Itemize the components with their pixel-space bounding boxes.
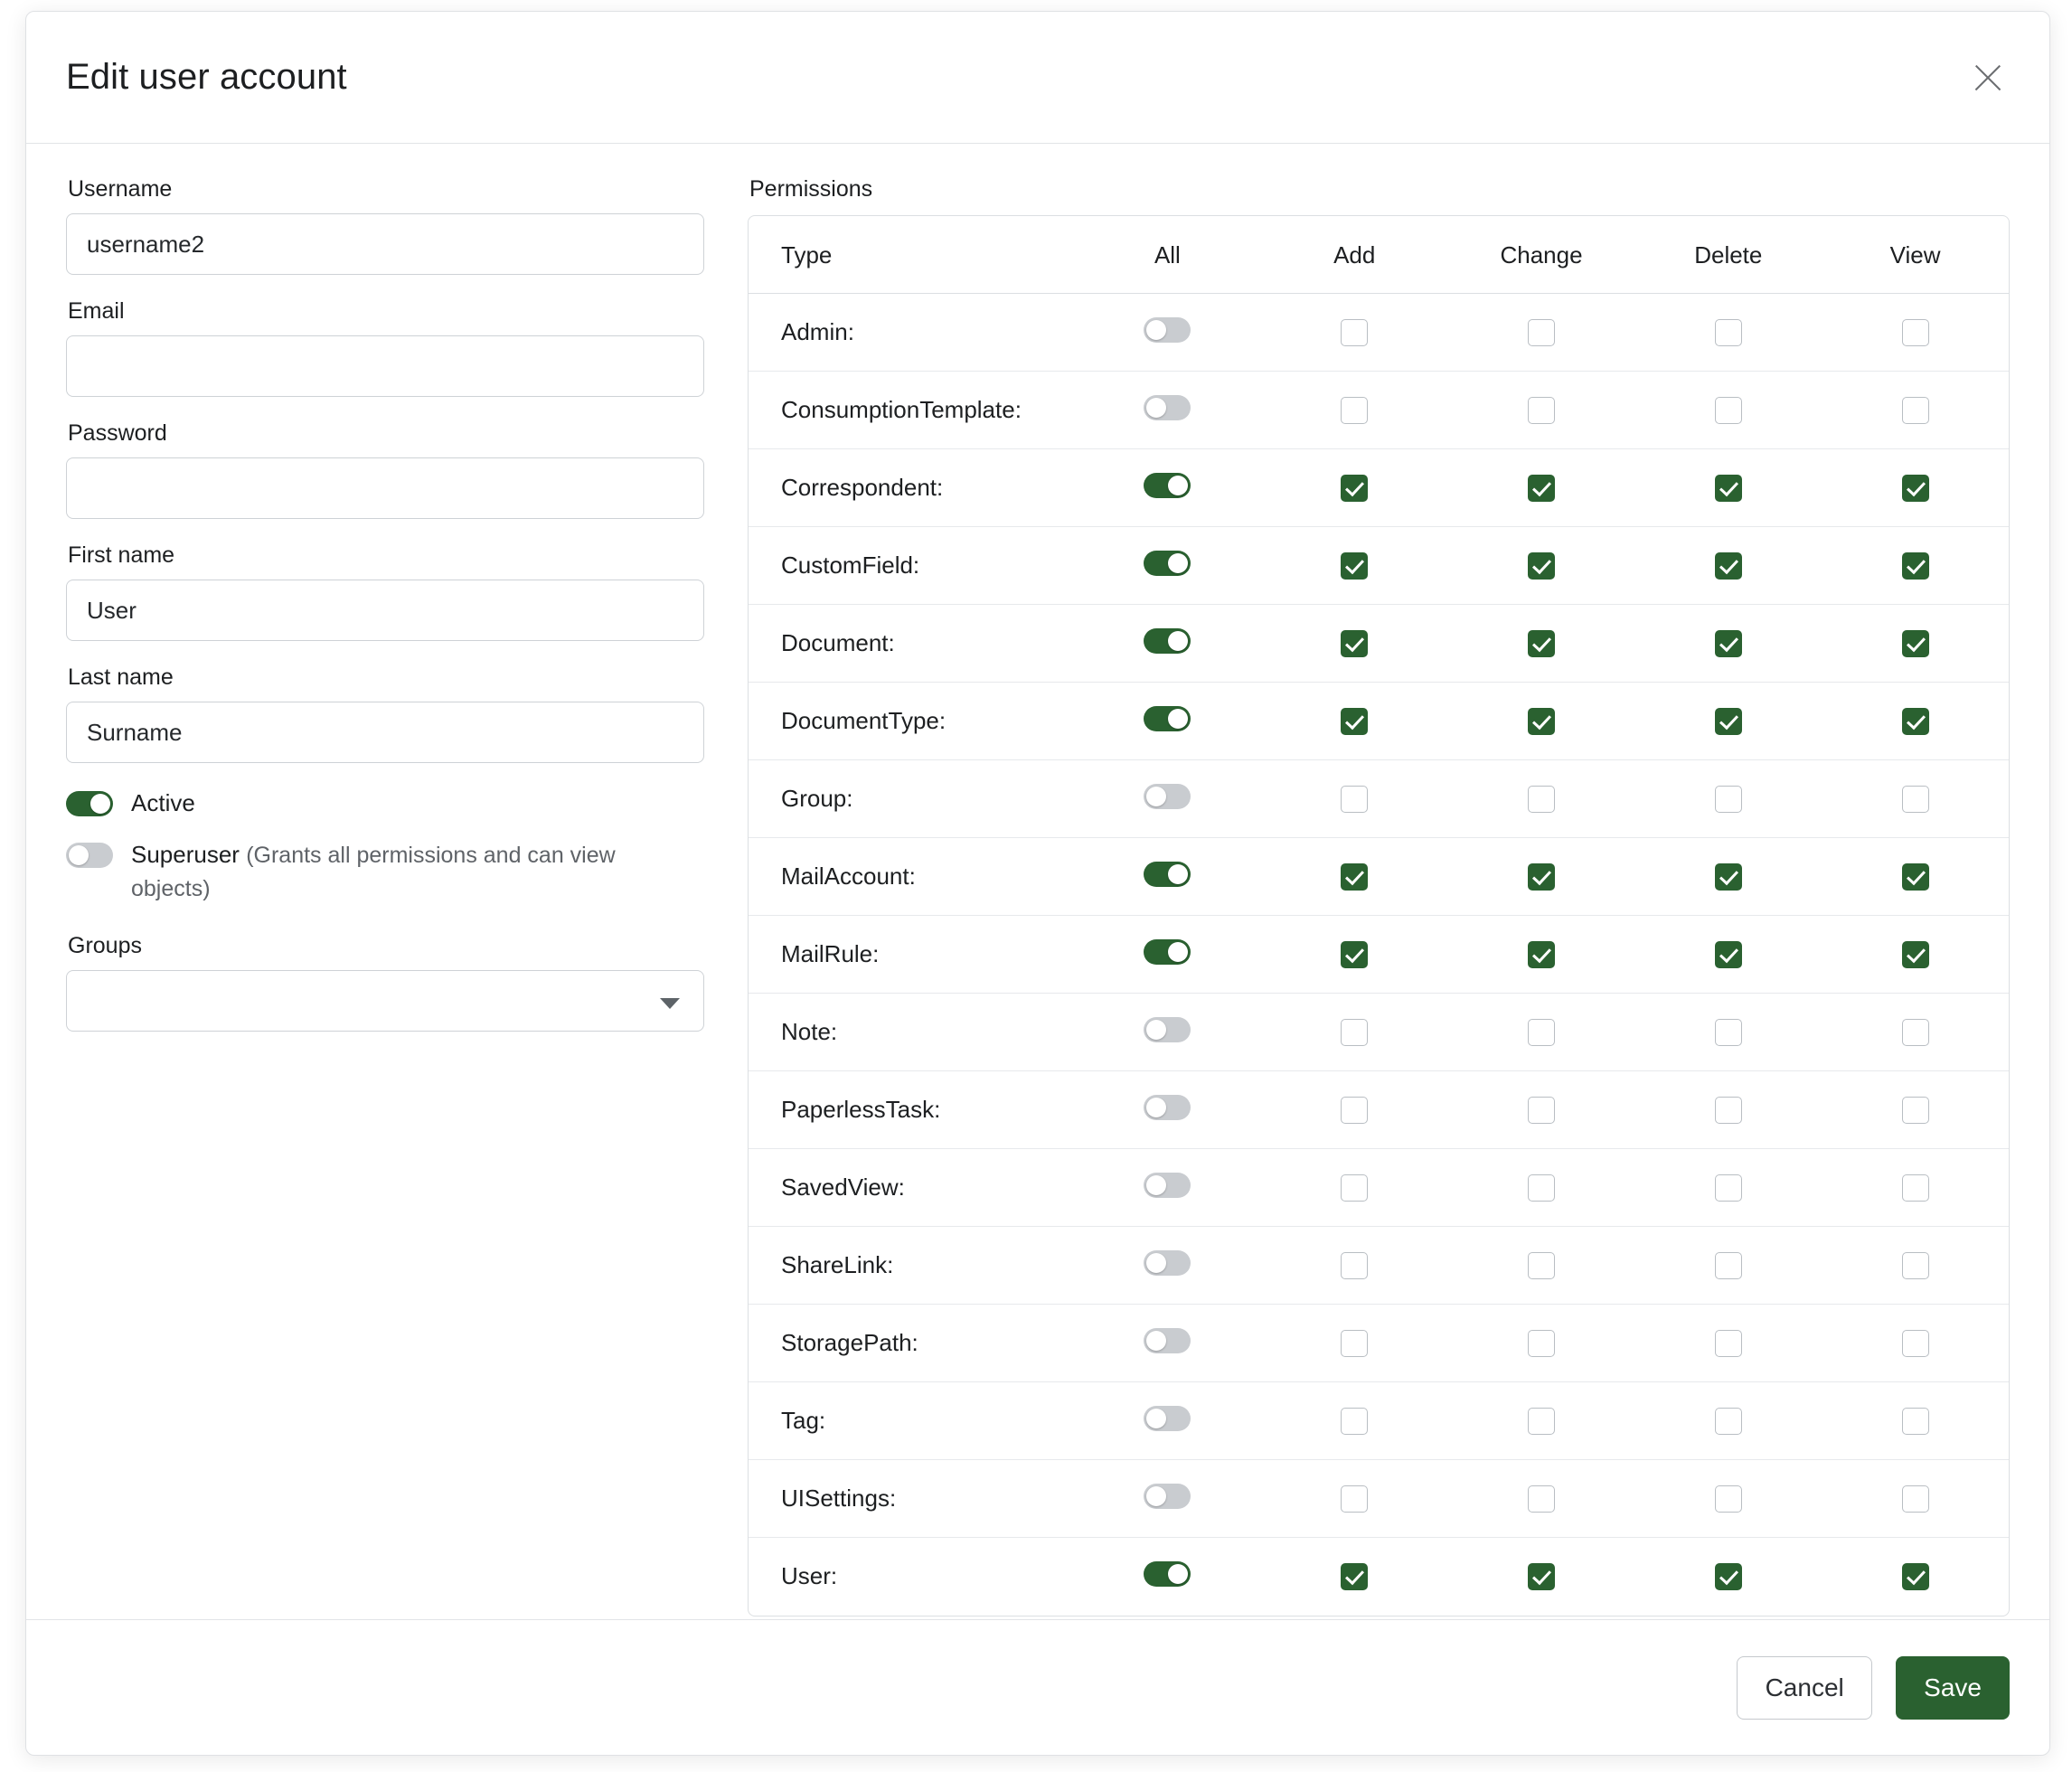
permission-view-checkbox-cell[interactable] [1822,1227,2009,1305]
permission-view-checkbox-cell[interactable] [1822,527,2009,605]
dialog-title: Edit user account [66,57,347,97]
permissions-table [748,215,2010,1616]
permission-delete-checkbox[interactable] [1715,1174,1742,1202]
active-label: Active [131,789,195,816]
active-toggle[interactable] [66,791,113,816]
table-row [749,916,2009,994]
permission-change-checkbox-cell[interactable] [1448,527,1635,605]
permission-change-checkbox[interactable] [1528,1252,1555,1279]
permission-all-cell[interactable] [1074,760,1261,838]
permission-view-checkbox[interactable] [1902,786,1929,813]
permission-change-checkbox[interactable] [1528,863,1555,891]
permission-view-checkbox-cell[interactable] [1822,916,2009,994]
permission-change-checkbox-cell[interactable] [1448,683,1635,760]
permission-change-checkbox-cell[interactable] [1448,449,1635,527]
permission-delete-checkbox-cell[interactable] [1634,1460,1822,1538]
permission-all-toggle[interactable] [1144,1173,1191,1198]
permission-delete-checkbox[interactable] [1715,708,1742,735]
table-row [749,1071,2009,1149]
permission-change-checkbox[interactable] [1528,1408,1555,1435]
permission-type-label: DocumentType: [749,683,1074,760]
permission-add-checkbox-cell[interactable] [1261,527,1448,605]
groups-label: Groups [68,932,142,958]
permission-view-checkbox[interactable] [1902,1252,1929,1279]
permission-add-checkbox-cell[interactable] [1261,1149,1448,1227]
permission-add-checkbox[interactable] [1341,708,1368,735]
password-input[interactable] [66,457,704,519]
permission-delete-checkbox-cell[interactable] [1634,527,1822,605]
permission-view-checkbox[interactable] [1902,1174,1929,1202]
table-row [749,1460,2009,1538]
permission-add-checkbox[interactable] [1341,786,1368,813]
permission-change-checkbox[interactable] [1528,1019,1555,1046]
permission-change-checkbox[interactable] [1528,1485,1555,1513]
permission-all-cell[interactable] [1074,449,1261,527]
permission-add-checkbox[interactable] [1341,319,1368,346]
permission-change-checkbox[interactable] [1528,1563,1555,1590]
table-row [749,1305,2009,1382]
permission-type-label: CustomField: [749,527,1074,605]
permission-view-checkbox[interactable] [1902,552,1929,580]
permission-add-checkbox-cell[interactable] [1261,1071,1448,1149]
permission-all-toggle[interactable] [1144,1406,1191,1431]
permission-add-checkbox[interactable] [1341,397,1368,424]
permission-all-toggle[interactable] [1144,1250,1191,1276]
permission-all-cell[interactable] [1074,372,1261,449]
permission-all-cell[interactable] [1074,838,1261,916]
permission-change-checkbox-cell[interactable] [1448,1071,1635,1149]
permission-all-toggle[interactable] [1144,473,1191,498]
window-top-strip [0,0,2072,9]
permission-type-label: MailAccount: [749,838,1074,916]
col-delete: Delete [1634,216,1822,294]
permission-all-toggle[interactable] [1144,628,1191,654]
permissions-column [748,176,2010,1610]
permission-type-label: User: [781,1562,838,1590]
username-input[interactable] [66,213,704,275]
permission-all-cell[interactable] [1074,1305,1261,1382]
first-name-field-group [66,542,704,641]
permission-change-checkbox-cell[interactable] [1448,1460,1635,1538]
permission-all-cell[interactable] [1074,683,1261,760]
permission-delete-checkbox-cell[interactable] [1634,1382,1822,1460]
permission-change-checkbox-cell[interactable] [1448,372,1635,449]
permission-add-checkbox-cell[interactable] [1261,449,1448,527]
permission-add-checkbox[interactable] [1341,1330,1368,1357]
permission-change-checkbox[interactable] [1528,708,1555,735]
permission-add-checkbox-cell[interactable] [1261,1382,1448,1460]
permission-all-toggle[interactable] [1144,1484,1191,1509]
permission-view-checkbox-cell[interactable] [1822,994,2009,1071]
superuser-toggle-row[interactable] [66,838,704,906]
last-name-input[interactable] [66,702,704,763]
user-form-column [66,176,704,1610]
permission-delete-checkbox-cell[interactable] [1634,760,1822,838]
permission-delete-checkbox[interactable] [1715,1252,1742,1279]
table-row [749,838,2009,916]
permission-delete-checkbox-cell[interactable] [1634,1071,1822,1149]
permission-type-label: ConsumptionTemplate: [749,372,1074,449]
permission-view-checkbox-cell[interactable] [1822,760,2009,838]
permission-all-cell[interactable] [1074,916,1261,994]
dialog-header [26,12,2049,144]
col-type: Type [749,216,1074,294]
permission-change-checkbox[interactable] [1528,1330,1555,1357]
permission-view-checkbox[interactable] [1902,1563,1929,1590]
close-icon[interactable] [1966,56,2010,99]
permission-all-cell[interactable] [1074,1227,1261,1305]
permission-change-checkbox[interactable] [1528,552,1555,580]
permission-type-label: StoragePath: [749,1305,1074,1382]
permission-delete-checkbox-cell[interactable] [1634,994,1822,1071]
permission-type-label: Tag: [749,1382,1074,1460]
table-row [749,1227,2009,1305]
permission-type-label: UISettings: [749,1460,1074,1538]
permission-delete-checkbox[interactable] [1715,863,1742,891]
permission-all-cell[interactable] [1074,994,1261,1071]
permission-view-checkbox-cell[interactable] [1822,605,2009,683]
permission-delete-checkbox[interactable] [1715,552,1742,580]
permission-all-toggle[interactable] [1144,317,1191,343]
permission-all-toggle[interactable] [1144,551,1191,576]
permission-type-label: Group: [749,760,1074,838]
groups-field-group [66,933,704,1032]
permission-change-checkbox[interactable] [1528,786,1555,813]
permission-delete-checkbox-cell[interactable] [1634,372,1822,449]
permission-change-checkbox-cell[interactable] [1448,1305,1635,1382]
permission-add-checkbox-cell[interactable] [1261,838,1448,916]
permission-all-toggle[interactable] [1144,706,1191,731]
permission-add-checkbox-cell[interactable] [1261,294,1448,372]
permission-delete-checkbox[interactable] [1715,786,1742,813]
permission-delete-checkbox[interactable] [1715,1563,1742,1590]
permission-delete-checkbox[interactable] [1715,1330,1742,1357]
permission-change-checkbox-cell[interactable] [1448,916,1635,994]
permission-view-checkbox-cell[interactable] [1822,838,2009,916]
table-row [749,449,2009,527]
table-row [749,683,2009,760]
permission-view-checkbox[interactable] [1902,630,1929,657]
permission-all-toggle[interactable] [1144,1095,1191,1120]
permission-change-checkbox-cell[interactable] [1448,994,1635,1071]
permission-add-checkbox[interactable] [1341,1252,1368,1279]
permission-type-label: PaperlessTask: [749,1071,1074,1149]
dialog-footer [26,1619,2049,1755]
permission-add-checkbox-cell[interactable] [1261,1305,1448,1382]
superuser-label-text: Superuser [131,840,240,868]
permission-change-checkbox-cell[interactable] [1448,294,1635,372]
permission-view-checkbox[interactable] [1902,863,1929,891]
permission-all-cell[interactable] [1074,1149,1261,1227]
permission-view-checkbox-cell[interactable] [1822,1071,2009,1149]
permission-change-checkbox[interactable] [1528,1174,1555,1202]
permission-add-checkbox[interactable] [1341,552,1368,580]
permission-all-cell[interactable] [1074,1538,1261,1616]
permission-delete-checkbox[interactable] [1715,630,1742,657]
table-row [749,994,2009,1071]
permission-change-checkbox[interactable] [1528,941,1555,968]
permission-add-checkbox-cell[interactable] [1261,760,1448,838]
permission-all-toggle[interactable] [1144,862,1191,887]
permission-view-checkbox-cell[interactable] [1822,1538,2009,1616]
permission-all-cell[interactable] [1074,605,1261,683]
permission-type-label: SavedView: [749,1149,1074,1227]
permission-type-label: ShareLink: [749,1227,1074,1305]
permission-add-checkbox[interactable] [1341,1174,1368,1202]
permission-all-cell[interactable] [1074,527,1261,605]
permission-add-checkbox[interactable] [1341,475,1368,502]
permission-delete-checkbox[interactable] [1715,1097,1742,1124]
table-row [749,760,2009,838]
permission-all-toggle[interactable] [1144,395,1191,420]
permission-change-checkbox-cell[interactable] [1448,1538,1635,1616]
permission-view-checkbox[interactable] [1902,319,1929,346]
col-change: Change [1448,216,1635,294]
permission-delete-checkbox-cell[interactable] [1634,683,1822,760]
table-row [749,294,2009,372]
permission-view-checkbox-cell[interactable] [1822,1460,2009,1538]
col-add: Add [1261,216,1448,294]
permission-change-checkbox[interactable] [1528,630,1555,657]
permission-change-checkbox-cell[interactable] [1448,1227,1635,1305]
permission-delete-checkbox[interactable] [1715,1408,1742,1435]
permission-type-label: Note: [749,994,1074,1071]
permission-delete-checkbox-cell[interactable] [1634,1149,1822,1227]
permission-add-checkbox-cell[interactable] [1261,994,1448,1071]
permission-add-checkbox-cell[interactable] [1261,605,1448,683]
permission-all-cell[interactable] [1074,1460,1261,1538]
permission-view-checkbox-cell[interactable] [1822,294,2009,372]
password-label: Password [68,420,167,446]
permission-view-checkbox-cell[interactable] [1822,449,2009,527]
permission-change-checkbox[interactable] [1528,319,1555,346]
table-row [749,1538,2009,1616]
permission-delete-checkbox[interactable] [1715,475,1742,502]
permissions-title: Permissions [749,176,873,202]
permission-delete-checkbox-cell[interactable] [1634,1538,1822,1616]
permission-change-checkbox[interactable] [1528,475,1555,502]
permission-delete-checkbox-cell[interactable] [1634,1305,1822,1382]
permission-add-checkbox[interactable] [1341,941,1368,968]
permission-change-checkbox-cell[interactable] [1448,838,1635,916]
permission-view-checkbox[interactable] [1902,1097,1929,1124]
permission-view-checkbox-cell[interactable] [1822,1149,2009,1227]
email-input[interactable] [66,335,704,397]
table-row [749,372,2009,449]
permission-view-checkbox[interactable] [1902,1019,1929,1046]
permission-add-checkbox-cell[interactable] [1261,372,1448,449]
permissions-body [749,294,2009,1616]
permission-view-checkbox[interactable] [1902,1330,1929,1357]
last-name-field-group [66,664,704,763]
permissions-header-row [749,216,2009,294]
permission-delete-checkbox[interactable] [1715,941,1742,968]
email-field-group [66,298,704,397]
permission-change-checkbox-cell[interactable] [1448,760,1635,838]
permission-add-checkbox-cell[interactable] [1261,916,1448,994]
permission-add-checkbox[interactable] [1341,1563,1368,1590]
first-name-input[interactable] [66,580,704,641]
permission-type-label: Document: [749,605,1074,683]
permission-delete-checkbox-cell[interactable] [1634,1227,1822,1305]
permission-delete-checkbox-cell[interactable] [1634,838,1822,916]
permission-add-checkbox[interactable] [1341,1097,1368,1124]
permission-delete-checkbox-cell[interactable] [1634,916,1822,994]
permission-all-cell[interactable] [1074,1382,1261,1460]
permission-delete-checkbox-cell[interactable] [1634,449,1822,527]
permission-view-checkbox[interactable] [1902,397,1929,424]
last-name-label: Last name [68,664,174,690]
superuser-toggle[interactable] [66,843,113,868]
col-view: View [1822,216,2009,294]
edit-user-account-dialog [25,11,2050,1756]
superuser-hint: (Grants all permissions and can view objects) [131,842,616,902]
table-row [749,605,2009,683]
permission-delete-checkbox-cell[interactable] [1634,605,1822,683]
permission-add-checkbox[interactable] [1341,1485,1368,1513]
permission-all-toggle[interactable] [1144,784,1191,809]
permission-change-checkbox[interactable] [1528,397,1555,424]
permission-type-label: Admin: [749,294,1074,372]
save-button[interactable]: Save [1896,1656,2010,1720]
permission-view-checkbox[interactable] [1902,1408,1929,1435]
permission-add-checkbox[interactable] [1341,1408,1368,1435]
permission-type-label: Correspondent: [749,449,1074,527]
active-toggle-row[interactable] [66,787,704,820]
permission-view-checkbox[interactable] [1902,1485,1929,1513]
permission-all-cell[interactable] [1074,294,1261,372]
username-label: Username [68,176,173,202]
first-name-label: First name [68,542,175,568]
table-row [749,1382,2009,1460]
permission-view-checkbox-cell[interactable] [1822,1305,2009,1382]
permission-all-toggle[interactable] [1144,1328,1191,1353]
permission-view-checkbox[interactable] [1902,708,1929,735]
permission-type-label: MailRule: [749,916,1074,994]
permission-all-toggle[interactable] [1144,939,1191,965]
permission-view-checkbox-cell[interactable] [1822,372,2009,449]
permission-delete-checkbox[interactable] [1715,1485,1742,1513]
permission-change-checkbox[interactable] [1528,1097,1555,1124]
permission-add-checkbox[interactable] [1341,1019,1368,1046]
permission-add-checkbox-cell[interactable] [1261,1538,1448,1616]
permission-view-checkbox-cell[interactable] [1822,683,2009,760]
permission-all-toggle[interactable] [1144,1017,1191,1042]
email-label: Email [68,298,125,324]
permission-delete-checkbox-cell[interactable] [1634,294,1822,372]
permission-all-toggle[interactable] [1144,1561,1191,1587]
permission-delete-checkbox[interactable] [1715,397,1742,424]
permission-add-checkbox[interactable] [1341,630,1368,657]
groups-select[interactable] [66,970,704,1032]
password-field-group [66,420,704,519]
permission-add-checkbox-cell[interactable] [1261,1460,1448,1538]
permission-change-checkbox-cell[interactable] [1448,605,1635,683]
permission-all-cell[interactable] [1074,1071,1261,1149]
permission-view-checkbox-cell[interactable] [1822,1382,2009,1460]
permission-delete-checkbox[interactable] [1715,319,1742,346]
permission-view-checkbox[interactable] [1902,475,1929,502]
dialog-body [26,144,2049,1619]
permission-change-checkbox-cell[interactable] [1448,1382,1635,1460]
permission-add-checkbox[interactable] [1341,863,1368,891]
permission-add-checkbox-cell[interactable] [1261,683,1448,760]
chevron-down-icon [660,998,680,1009]
username-field-group [66,176,704,275]
permission-view-checkbox[interactable] [1902,941,1929,968]
table-row [749,527,2009,605]
permission-delete-checkbox[interactable] [1715,1019,1742,1046]
superuser-label [131,838,701,906]
cancel-button[interactable]: Cancel [1737,1656,1872,1720]
permission-add-checkbox-cell[interactable] [1261,1227,1448,1305]
col-all: All [1074,216,1261,294]
table-row [749,1149,2009,1227]
permission-change-checkbox-cell[interactable] [1448,1149,1635,1227]
